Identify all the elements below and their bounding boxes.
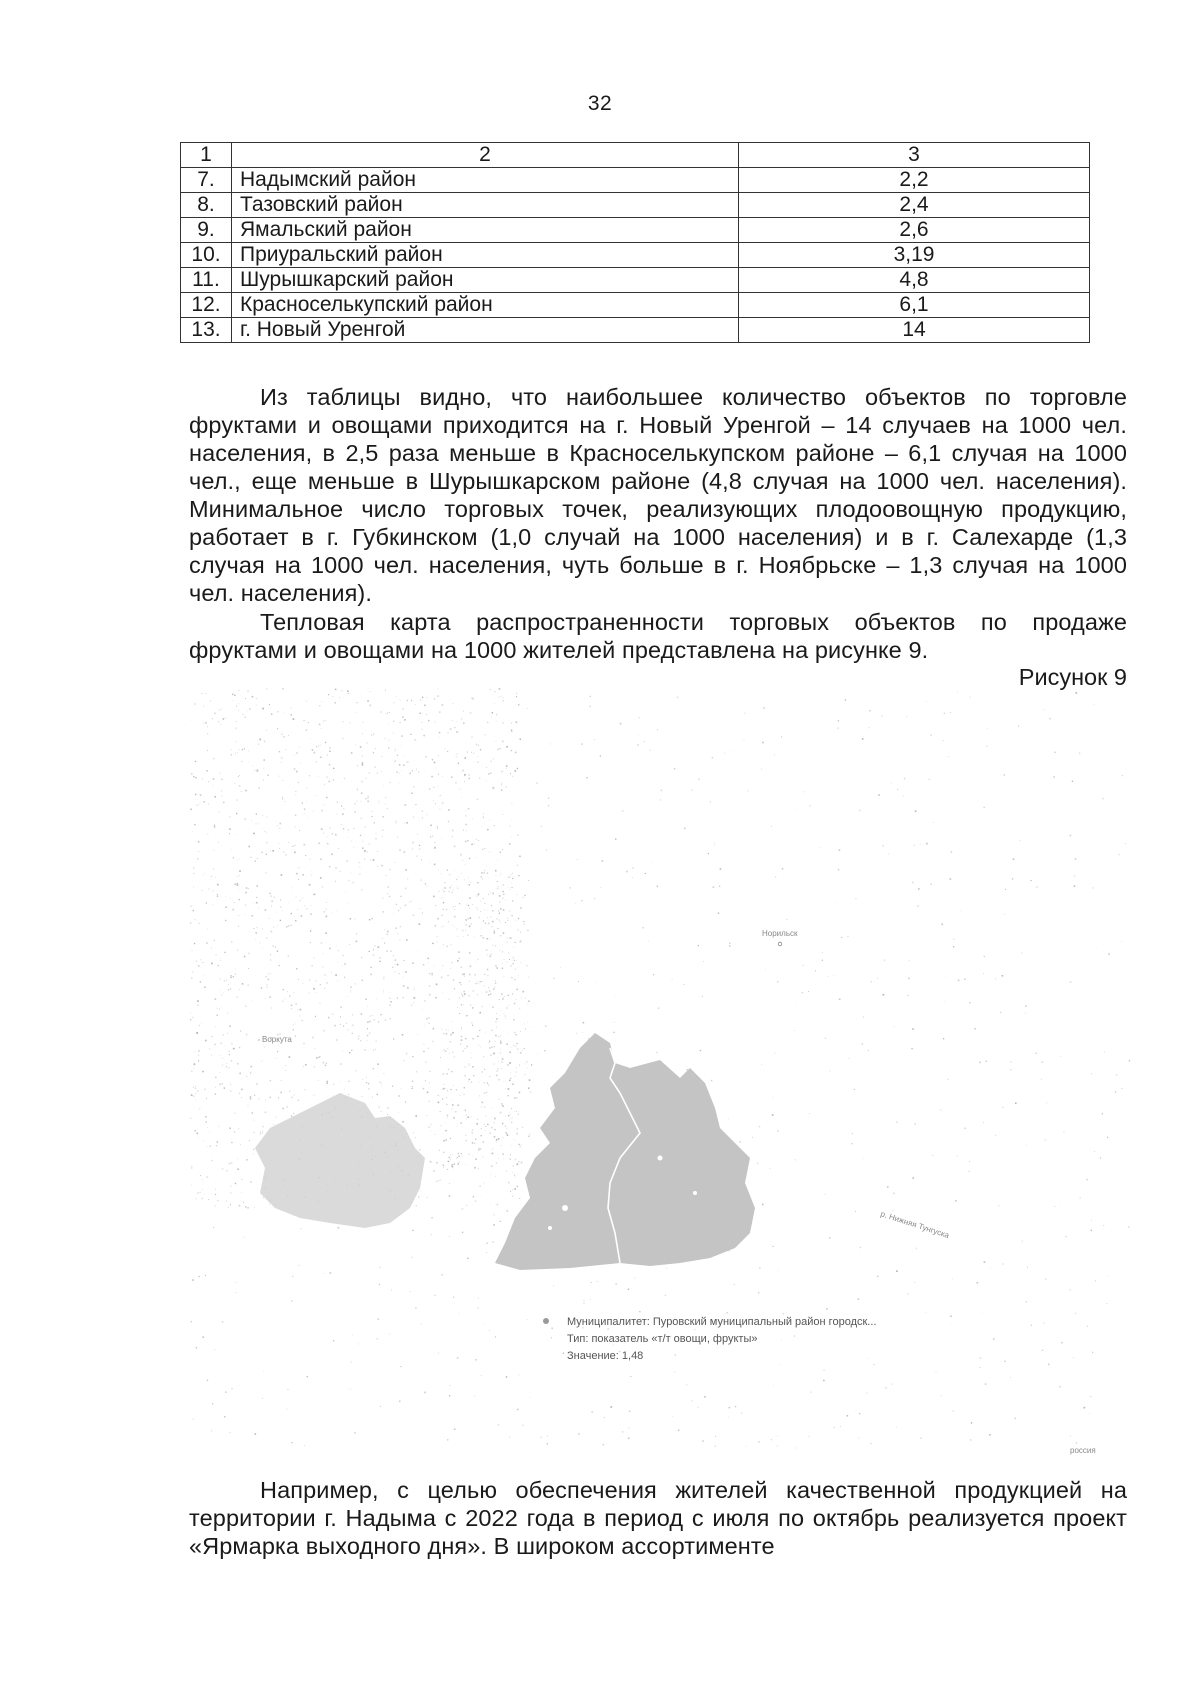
table-row [181,318,1090,343]
district-value: 2,2 [739,168,1090,193]
city-marker [778,942,782,946]
map-label-corner: россия [1070,1446,1096,1455]
table-row [181,243,1090,268]
table-row [181,168,1090,193]
legend-value: Значение: 1,48 [567,1350,644,1362]
page-number: 32 [587,92,613,115]
row-number: 9. [181,218,232,243]
district-value: 3,19 [739,243,1090,268]
legend-municipality: Муниципалитет: Пуровский муниципальный район городск... [567,1316,877,1328]
table-header-cell: 1 [181,143,232,168]
legend-type: Тип: показатель «т/т овощи, фрукты» [567,1333,758,1345]
map-label-norilsk: Норильск [762,929,798,938]
table-header-row [181,143,1090,168]
district-value: 2,4 [739,193,1090,218]
map-region-krasnoselkupsky [608,1060,755,1266]
paragraph-table-summary: Из таблицы видно, что наибольшее количество объектов по торговле фруктами и овощами приходится на г. Новый Уренгой – 14 случаев на 1000 чел. населения, в 2,5 раза меньше в Красноселькупском районе – 6,1 случая на 1000 чел., еще меньше в Шурышкарском районе (4,8 случая на 1000 чел. населения). Минимальное число торговых точек, реализующих плодоовощную продукцию, работает в г. Губкинском (1,0 случай на 1000 населения) и в г. Салехарде (1,3 случая на 1000 чел. населения, чуть больше в г. Ноябрьске – 1,3 случая на 1000 чел. населения). [189,384,1127,606]
district-name: Приуральский район [232,243,739,268]
row-number: 12. [181,293,232,318]
data-table [180,142,1090,343]
figure-caption: Рисунок 9 [1018,664,1127,690]
district-name: Ямальский район [232,218,739,243]
heatmap-figure [190,688,1130,1460]
table-header-cell: 2 [232,143,739,168]
district-value: 14 [739,318,1090,343]
paragraph-heatmap-intro: Тепловая карта распространенности торговых объектов по продаже фруктами и овощами на 1000 жителей представлена на рисунке 9. [189,609,1127,663]
district-name: Тазовский район [232,193,739,218]
map-label-vorkuta: Воркута [262,1035,292,1044]
table-row [181,218,1090,243]
district-name: Красноселькупский район [232,293,739,318]
table-row [181,268,1090,293]
row-number: 8. [181,193,232,218]
table-row [181,193,1090,218]
paragraph-nadym-example: Например, с целью обеспечения жителей качественной продукцией на территории г. Надыма с 2022 года в период с июля по октябрь реализуется проект «Ярмарка выходного дня». В широком ассортименте [189,1477,1127,1559]
map-region-west [255,1093,425,1228]
map-label-river: р. Нижняя Тунгуска [879,1209,951,1241]
row-number: 11. [181,268,232,293]
heatmap-map [190,688,1130,1460]
legend-marker [543,1318,549,1324]
table-header-cell: 3 [739,143,1090,168]
row-number: 7. [181,168,232,193]
row-number: 10. [181,243,232,268]
district-value: 6,1 [739,293,1090,318]
district-name: Шурышкарский район [232,268,739,293]
district-value: 4,8 [739,268,1090,293]
district-value: 2,6 [739,218,1090,243]
table-row [181,293,1090,318]
district-name: Надымский район [232,168,739,193]
district-name: г. Новый Уренгой [232,318,739,343]
row-number: 13. [181,318,232,343]
